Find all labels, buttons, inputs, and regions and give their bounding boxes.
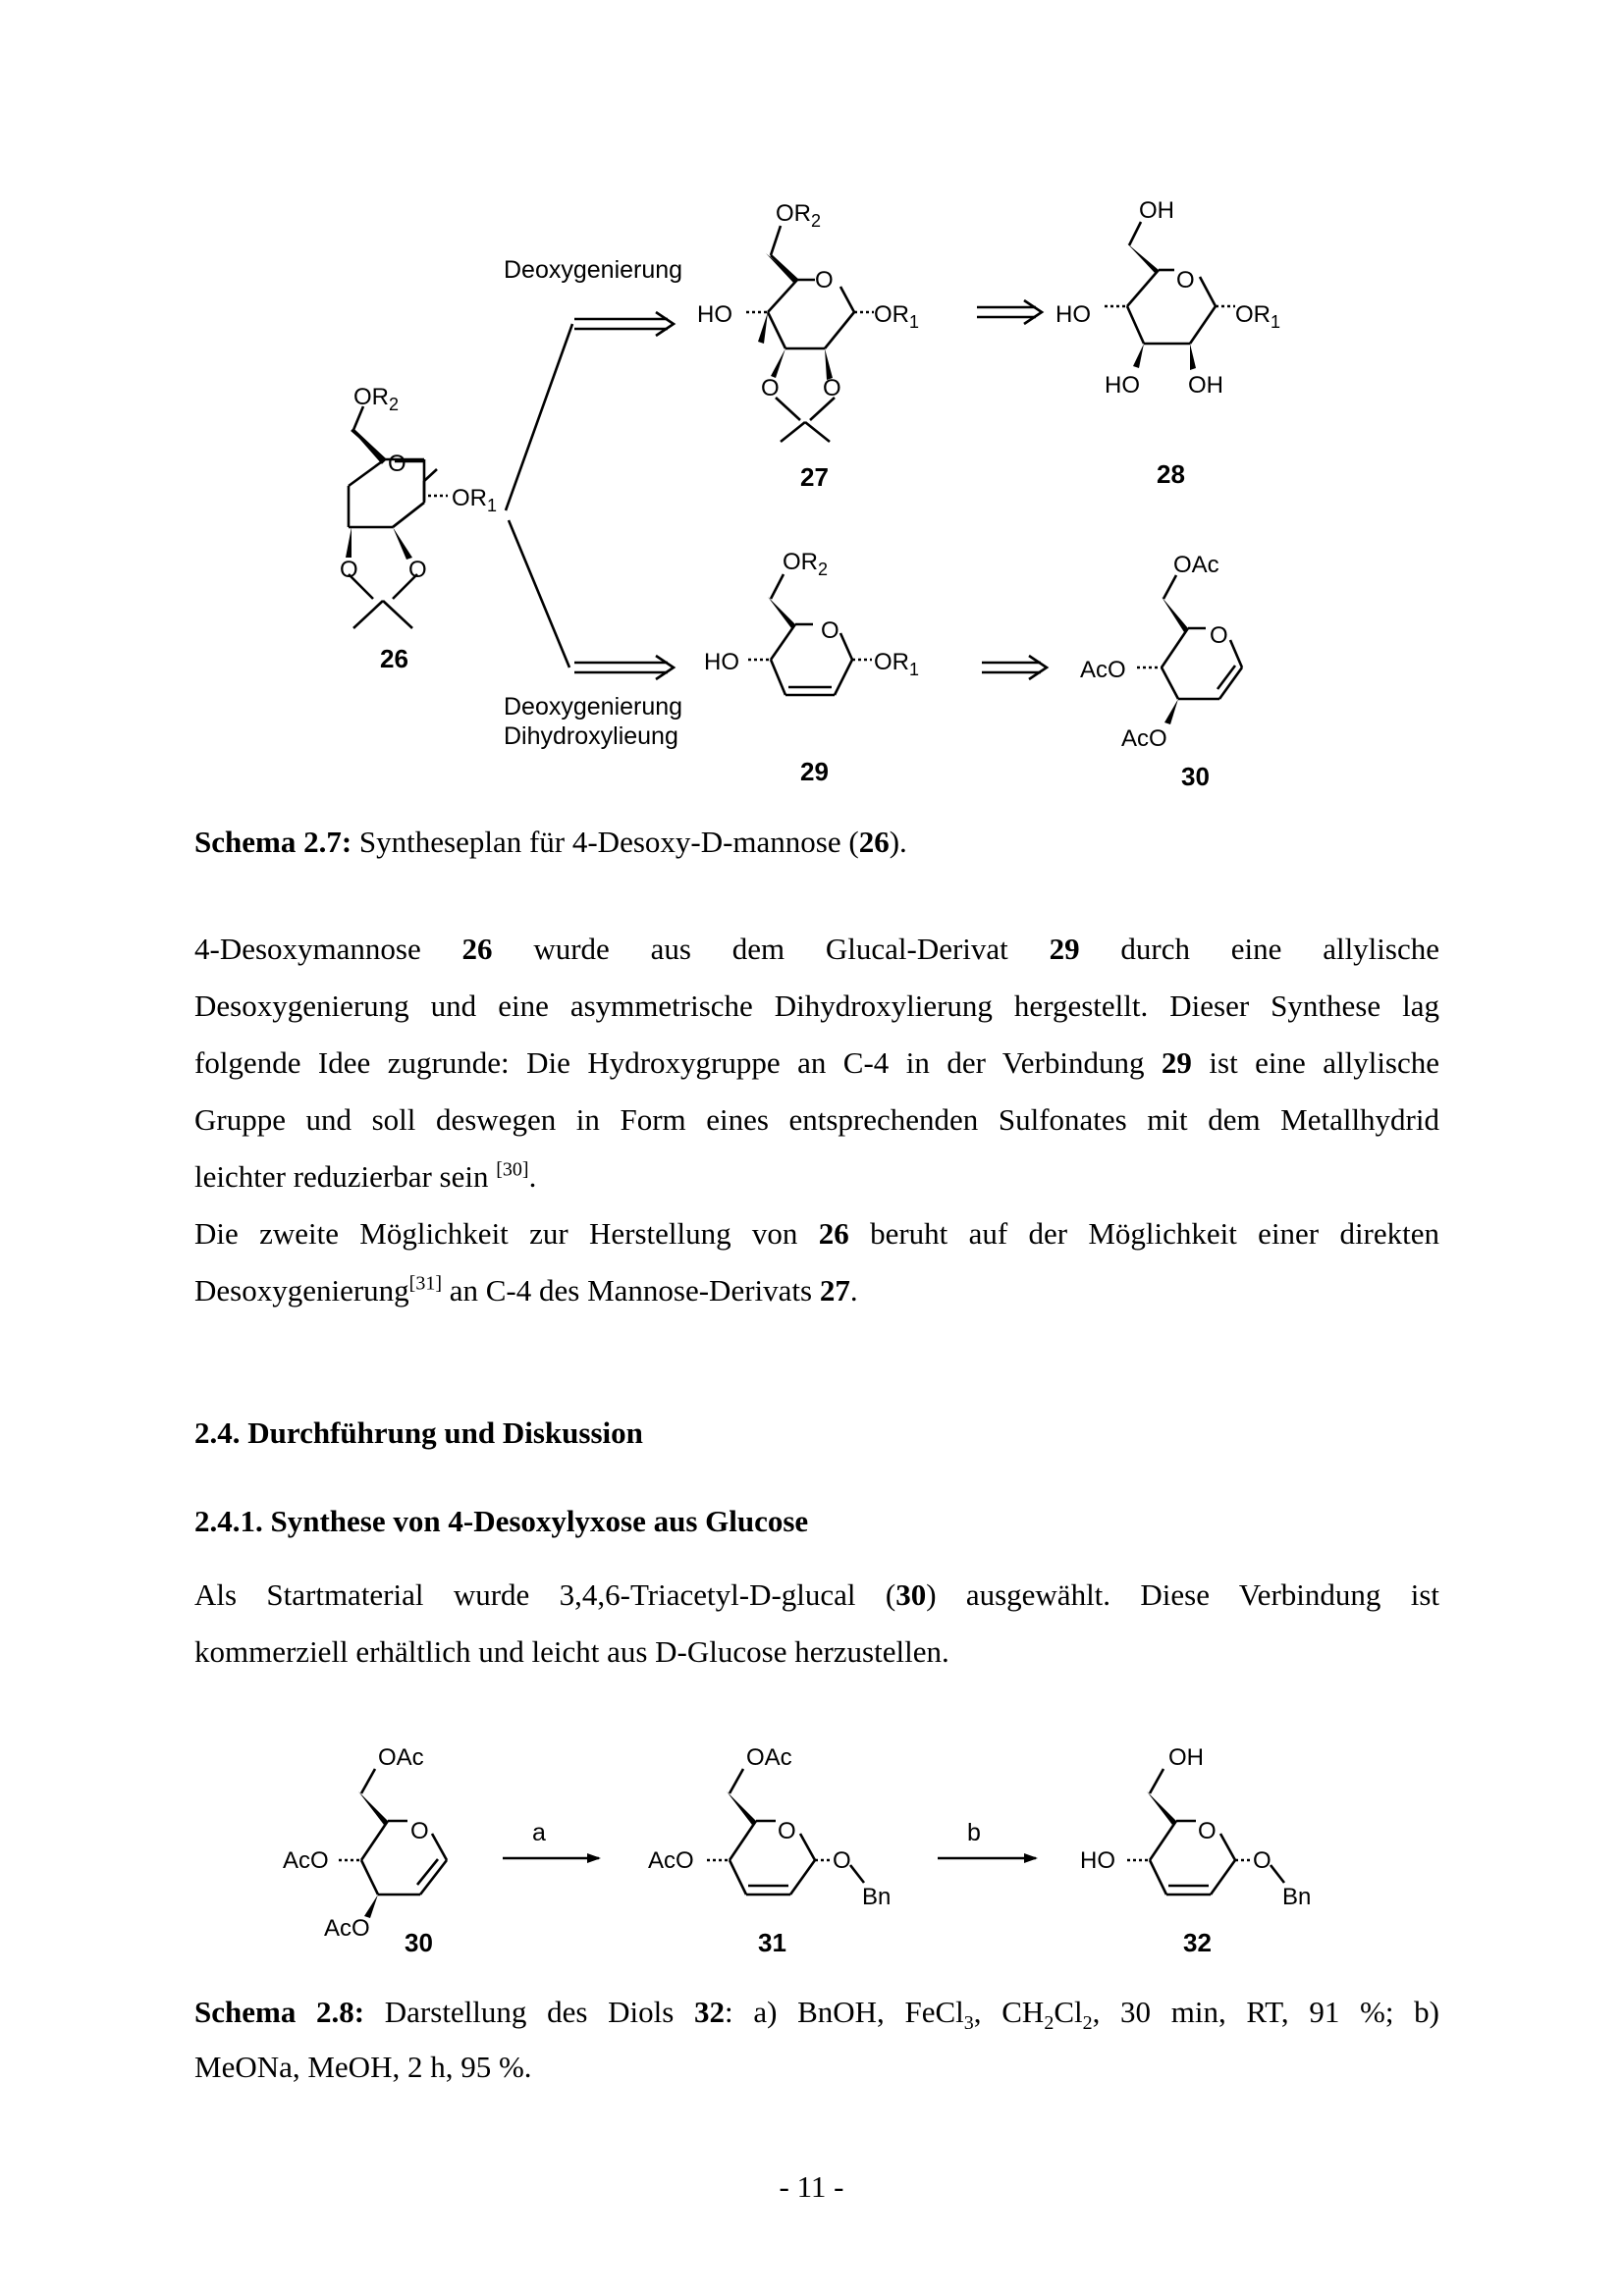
compound-30-label-top: 30 — [1181, 762, 1210, 791]
c26-or1: $OR_1$ — [452, 485, 498, 515]
compound-30-structure — [339, 1769, 447, 1918]
s28-c30-ringO: O — [410, 1818, 429, 1844]
c27-ho: HO — [697, 301, 732, 328]
caption-scheme-2-7: Schema 2.7: Syntheseplan für 4-Desoxy-D-mannose (26). — [194, 825, 907, 859]
retro-arrow-27-28 — [977, 300, 1042, 324]
compound-30-label: 30 — [405, 1928, 433, 1957]
paragraph-2: Die zweite Möglichkeit zur Herstellung von 26 beruht auf der Möglichkeit einer direkten Desoxygenierung[31] an C-4 des Mannose-Derivats 27. — [194, 1216, 1440, 1308]
c30-oac-top: OAc — [1173, 552, 1219, 578]
compound-28-label: 28 — [1157, 459, 1185, 489]
s28-c32-bn: Bn — [1282, 1884, 1312, 1910]
s28-c32-oh: OH — [1168, 1744, 1204, 1771]
compound-26-label: 26 — [380, 644, 408, 673]
c28-oh-bottom: OH — [1188, 372, 1223, 399]
s28-c30-aco-bottom: AcO — [324, 1915, 370, 1942]
top-arrow-label: Deoxygenierung — [504, 256, 683, 284]
caption-scheme-2-8: Schema 2.8: Darstellung des Diols 32: a) BnOH, FeCl$_3$, $CH_2Cl_2$, 30 min, RT, 91 %; b) MeONa, MeOH, 2 h, 95 %. — [194, 1995, 1439, 2084]
c30-aco-bottom: AcO — [1121, 725, 1167, 752]
c28-ho: HO — [1055, 301, 1091, 328]
bottom-arrow-label-1: Deoxygenierung — [504, 693, 683, 721]
c27-or1: $OR_1$ — [874, 301, 920, 332]
s28-c31-bn: Bn — [862, 1884, 892, 1910]
s28-c31-ringO: O — [778, 1818, 796, 1844]
s28-c32-ho: HO — [1080, 1847, 1115, 1874]
s28-c31-o: O — [833, 1847, 851, 1874]
s28-c30-aco-left: AcO — [283, 1847, 329, 1874]
s28-c31-oac: OAc — [746, 1744, 792, 1771]
c29-ho: HO — [704, 649, 739, 675]
compound-26-structure — [346, 406, 448, 628]
step-b-label: b — [967, 1819, 981, 1846]
reaction-arrow-a — [503, 1853, 601, 1863]
c29-ringO: O — [821, 617, 839, 644]
s28-c32-o: O — [1253, 1847, 1271, 1874]
c28-ringO: O — [1176, 267, 1195, 294]
c28-or1: $OR_1$ — [1235, 301, 1281, 332]
bottom-arrow-label-2: Dihydroxylieung — [504, 722, 678, 750]
step-a-label: a — [532, 1819, 546, 1846]
c27-ringO: O — [815, 267, 834, 294]
retro-arrow-bottom — [574, 656, 674, 679]
compound-28-structure — [1105, 222, 1235, 370]
paragraph-1: 4-Desoxymannose 26 wurde aus dem Glucal-Derivat 29 durch eine allylische Desoxygenierung und eine asymmetrische Dihydroxylierung hergestellt. Dieser Synthese lag folgende Idee zugrunde: Die Hydroxygruppe an C-4 in der Verbindung 29 ist eine allylische Gruppe und soll deswegen in Form eines entsprechenden Sulfonates mit dem Metallhydrid leichter reduzierbar sein [30]. — [194, 932, 1440, 1194]
c27-O1: O — [761, 375, 780, 401]
c30-aco-left: AcO — [1080, 657, 1126, 683]
scheme-2-8 — [0, 1708, 1623, 1993]
compound-27-structure — [746, 226, 874, 442]
compound-29-label: 29 — [800, 757, 829, 786]
c26-ringO: O — [388, 451, 406, 477]
c26-O2: O — [408, 557, 427, 583]
compound-27-label: 27 — [800, 462, 829, 492]
scheme-2-7 — [0, 0, 1623, 815]
reaction-arrow-b — [938, 1853, 1038, 1863]
c27-O2: O — [823, 375, 841, 401]
retro-arrow-top — [574, 312, 674, 336]
c29-or1: $OR_1$ — [874, 649, 920, 679]
s28-c31-aco: AcO — [648, 1847, 694, 1874]
compound-32-label: 32 — [1183, 1928, 1212, 1957]
compound-31-label: 31 — [758, 1928, 786, 1957]
s28-c30-oac: OAc — [378, 1744, 424, 1771]
c28-ho-bottom: HO — [1105, 372, 1140, 399]
c27-or2: $OR_2$ — [776, 200, 822, 231]
c30-ringO: O — [1210, 622, 1228, 649]
compound-29-structure — [748, 574, 872, 695]
c26-O1: O — [340, 557, 358, 583]
heading-2-4: 2.4. Durchführung und Diskussion — [194, 1415, 643, 1450]
compound-30-structure-top — [1137, 575, 1242, 724]
paragraph-3: Als Startmaterial wurde 3,4,6-Triacetyl-D-glucal (30) ausgewählt. Diese Verbindung ist kommerziell erhältlich und leicht aus D-Glucose herzustellen. — [194, 1577, 1439, 1669]
c26-or2: $OR_2$ — [353, 384, 400, 414]
heading-2-4-1: 2.4.1. Synthese von 4-Desoxylyxose aus Glucose — [194, 1504, 809, 1538]
c28-oh-top: OH — [1139, 197, 1174, 224]
c29-or2: $OR_2$ — [783, 549, 829, 579]
page-number: - 11 - — [779, 2169, 844, 2204]
retro-arrow-29-30 — [982, 656, 1047, 679]
s28-c32-ringO: O — [1198, 1818, 1217, 1844]
